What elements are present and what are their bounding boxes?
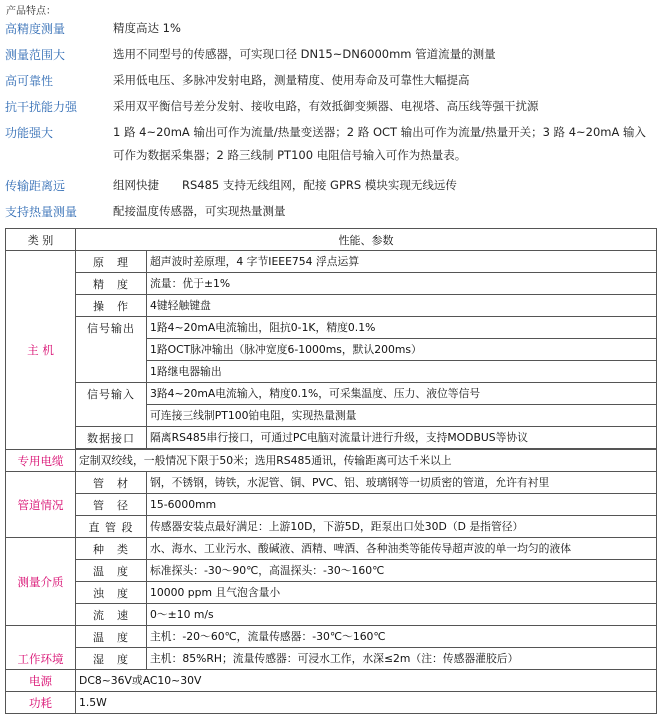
group-medium: 测量介质: [6, 538, 76, 626]
row-value: 标准探头：-30～90℃，高温探头：-30～160℃: [147, 560, 657, 582]
table-row: [6, 472, 657, 494]
table-row: [6, 251, 657, 273]
feature-label: 测量范围大: [5, 48, 66, 62]
features-heading: 产品特点：: [6, 6, 56, 17]
row-value: 1路OCT脉冲输出（脉冲宽度6-1000ms，默认200ms）: [147, 339, 657, 361]
row-value: 0～±10 m/s: [147, 604, 657, 626]
table-row: [6, 383, 657, 405]
table-row: [6, 494, 657, 516]
group-pipe: 管道情况: [6, 472, 76, 538]
row-value: 超声波时差原理，4 字节IEEE754 浮点运算: [147, 251, 657, 273]
row-value: 4键轻触键盘: [147, 295, 657, 317]
feature-label: 支持热量测量: [5, 205, 78, 219]
row-value: 15-6000mm: [147, 494, 657, 516]
row-label: 浊 度: [76, 582, 147, 604]
row-value: 隔离RS485串行接口，可通过PC电脑对流量计进行升级，支持MODBUS等协议: [147, 427, 657, 449]
row-label: 流 速: [76, 604, 147, 626]
table-row: [6, 538, 657, 560]
row-value: 流量：优于±1%: [147, 273, 657, 295]
feature-text: 组网快捷 RS485 支持无线组网，配接 GPRS 模块实现无线远传: [113, 178, 457, 192]
table-row: [6, 427, 657, 449]
table-row: [6, 450, 657, 472]
feature-text: 选用不同型号的传感器，可实现口径 DN15~DN6000mm 管道流量的测量: [113, 47, 496, 61]
row-value: 水、海水、工业污水、酸碱液、酒精、啤酒、各种油类等能传导超声波的单一均匀的液体: [147, 538, 657, 560]
feature-label: 高可靠性: [5, 74, 54, 88]
spec-table: [5, 228, 657, 714]
row-label: 信号输出: [76, 317, 147, 383]
row-label: 操 作: [76, 295, 147, 317]
row-label: 数据接口: [76, 427, 147, 449]
table-header-row: [6, 229, 657, 251]
row-value: DC8~36V或AC10~30V: [76, 670, 657, 692]
group-power: 电源: [6, 670, 76, 692]
row-value: 主机：85%RH；流量传感器：可浸水工作，水深≤2m（注：传感器灌胶后）: [147, 648, 657, 670]
table-row: [6, 516, 657, 538]
table-row: [6, 560, 657, 582]
row-label: 温 度: [76, 626, 147, 648]
table-row: [6, 295, 657, 317]
row-label: 温 度: [76, 560, 147, 582]
table-row: [6, 692, 657, 714]
row-label: 信号输入: [76, 383, 147, 427]
row-label: 直 管 段: [76, 516, 147, 538]
table-row: [6, 273, 657, 295]
group-env: 工作环境: [6, 626, 76, 670]
row-value: 主机：-20～60℃，流量传感器：-30℃～160℃: [147, 626, 657, 648]
row-label: 湿 度: [76, 648, 147, 670]
row-label: 管 材: [76, 472, 147, 494]
table-row: [6, 648, 657, 670]
table-row: [6, 670, 657, 692]
feature-text: 1 路 4~20mA 输出可作为流量/热量变送器；2 路 OCT 输出可作为流量/热量开关；3 路 4~20mA 输入可作为数据采集器；2 路三线制 PT100 电阻信号输入可作为热量表。: [113, 125, 647, 162]
feature-text: 配接温度传感器，可实现热量测量: [113, 204, 286, 218]
row-label: 管 径: [76, 494, 147, 516]
feature-text: 采用双平衡信号差分发射、接收电路，有效抵御变频器、电视塔、高压线等强干扰源: [113, 99, 539, 113]
row-value: 1.5W: [76, 692, 657, 714]
row-value: 钢，不锈钢，铸铁，水泥管、铜、PVC、铝、玻璃钢等一切质密的管道，允许有衬里: [147, 472, 657, 494]
table-row: [6, 626, 657, 648]
group-cable: 专用电缆: [6, 450, 76, 472]
header-params: 性能、参数: [76, 229, 657, 251]
row-value: 1路4~20mA电流输出，阻抗0-1K，精度0.1%: [147, 317, 657, 339]
group-host: 主 机: [6, 251, 76, 450]
row-label: 精 度: [76, 273, 147, 295]
feature-text: 精度高达 1%: [113, 21, 181, 35]
table-row: [6, 317, 657, 339]
feature-label: 传输距离远: [5, 179, 66, 193]
row-label: 种 类: [76, 538, 147, 560]
group-consumption: 功耗: [6, 692, 76, 714]
row-value: 定制双绞线，一般情况下限于50米；选用RS485通讯，传输距离可达千米以上: [76, 450, 657, 472]
row-value: 传感器安装点最好满足：上游10D，下游5D，距泵出口处30D（D 是指管径）: [147, 516, 657, 538]
header-category: 类 别: [6, 229, 76, 251]
row-label: 原 理: [76, 251, 147, 273]
row-value: 可连接三线制PT100铂电阻，实现热量测量: [147, 405, 657, 427]
feature-label: 高精度测量: [5, 22, 66, 36]
table-row: [6, 582, 657, 604]
feature-text: 采用低电压、多脉冲发射电路，测量精度、使用寿命及可靠性大幅提高: [113, 73, 470, 87]
row-value: 1路继电器输出: [147, 361, 657, 383]
row-value: 3路4~20mA电流输入，精度0.1%，可采集温度、压力、液位等信号: [147, 383, 657, 405]
feature-label: 功能强大: [5, 126, 54, 140]
row-value: 10000 ppm 且气泡含量小: [147, 582, 657, 604]
feature-label: 抗干扰能力强: [5, 100, 78, 114]
table-row: [6, 604, 657, 626]
